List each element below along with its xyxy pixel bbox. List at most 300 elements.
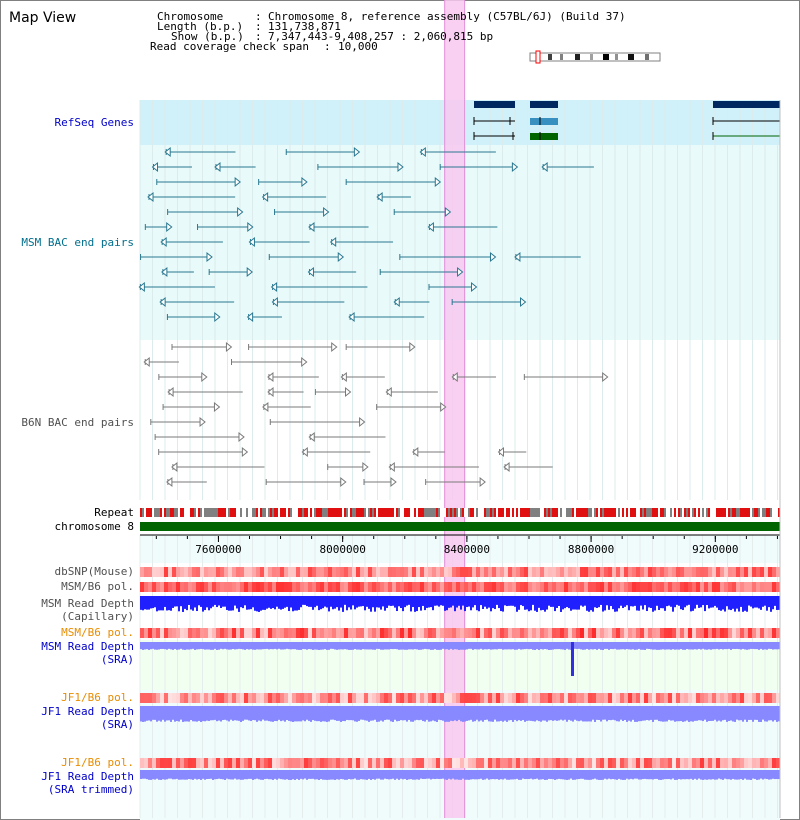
jf1-trim-depth-bar xyxy=(720,770,722,779)
jf1-pol-heat-cell xyxy=(460,693,464,703)
jf1-trim-depth-bar xyxy=(274,770,276,779)
dbsnp-heat-cell xyxy=(212,567,216,577)
msm-cap-depth-bar xyxy=(360,596,362,606)
track-label-msm-b6-pol-2[interactable]: MSM/B6 pol. xyxy=(61,626,134,639)
msm-sra-depth-bar xyxy=(526,642,528,649)
arrow-right-icon[interactable] xyxy=(214,403,219,411)
jf1-sra-depth-bar xyxy=(188,706,190,722)
jf1-sra-depth-bar xyxy=(144,706,146,722)
msm-pol-heat-cell xyxy=(444,582,448,592)
jf1-pol-heat-cell xyxy=(368,693,372,703)
jf1-pol2-heat-cell xyxy=(676,758,680,768)
jf1-trim-depth-bar xyxy=(412,770,414,780)
repeat-feature xyxy=(418,508,420,517)
msm-cap-depth-bar xyxy=(190,596,192,609)
msm-pol-heat-cell xyxy=(248,582,252,592)
repeat-feature xyxy=(548,508,550,517)
jf1-trim-depth-bar xyxy=(546,770,548,780)
msm-cap-depth-bar xyxy=(554,596,556,611)
msm-pol-heat-cell xyxy=(140,582,144,592)
dbsnp-heat-cell xyxy=(444,567,448,577)
repeat-feature xyxy=(772,508,774,517)
msm-cap-depth-bar xyxy=(438,596,440,607)
jf1-pol2-heat-cell xyxy=(524,758,528,768)
dbsnp-heat-cell xyxy=(328,567,332,577)
jf1-sra-depth-bar xyxy=(496,706,498,722)
jf1-pol2-heat-cell xyxy=(548,758,552,768)
jf1-trim-depth-bar xyxy=(444,770,446,780)
jf1-pol-heat-cell xyxy=(744,693,748,703)
repeat-feature xyxy=(476,508,478,517)
jf1-pol-heat-cell xyxy=(576,693,580,703)
dbsnp-heat-cell xyxy=(632,567,636,577)
msm-sra-depth-bar xyxy=(680,642,682,649)
repeat-feature xyxy=(654,508,656,517)
msm-sra-depth-bar xyxy=(408,642,410,649)
msm-sra-depth-bar xyxy=(254,642,256,650)
gene-feature[interactable] xyxy=(474,101,515,108)
track-label-refseq[interactable]: RefSeq Genes xyxy=(54,116,134,129)
msm-sra-depth-bar xyxy=(622,642,624,649)
repeat-feature xyxy=(436,508,438,517)
jf1-trim-depth-bar xyxy=(226,770,228,779)
repeat-feature xyxy=(274,508,276,517)
jf1-pol-heat-cell xyxy=(272,693,276,703)
dbsnp-heat-cell xyxy=(240,567,244,577)
dbsnp-heat-cell xyxy=(668,567,672,577)
jf1-pol2-heat-cell xyxy=(580,758,584,768)
jf1-sra-depth-bar xyxy=(364,706,366,720)
jf1-pol-heat-cell xyxy=(420,693,424,703)
jf1-trim-depth-bar xyxy=(652,770,654,780)
repeat-feature xyxy=(484,508,486,517)
repeat-feature xyxy=(718,508,720,517)
jf1-sra-depth-bar xyxy=(526,706,528,721)
msm-pol2-heat-cell xyxy=(368,628,372,638)
jf1-pol2-heat-cell xyxy=(648,758,652,768)
arrow-right-icon[interactable] xyxy=(332,343,337,351)
msm-pol-heat-cell xyxy=(208,582,212,592)
repeat-feature xyxy=(668,508,670,517)
arrow-right-icon[interactable] xyxy=(226,343,231,351)
track-label-dbsnp[interactable]: dbSNP(Mouse) xyxy=(54,565,134,578)
jf1-sra-depth-bar xyxy=(328,706,330,721)
msm-sra-depth-bar xyxy=(154,642,156,650)
jf1-trim-depth-bar xyxy=(708,770,710,779)
repeat-feature xyxy=(272,508,274,517)
repeat-feature xyxy=(244,508,246,517)
msm-sra-depth-bar xyxy=(516,642,518,650)
dbsnp-heat-cell xyxy=(460,567,464,577)
ideogram-band xyxy=(575,54,580,60)
jf1-pol2-heat-cell xyxy=(632,758,636,768)
msm-cap-depth-bar xyxy=(508,596,510,606)
dbsnp-heat-cell xyxy=(704,567,708,577)
msm-sra-depth-bar xyxy=(214,642,216,649)
msm-sra-depth-bar xyxy=(338,642,340,649)
jf1-pol2-heat-cell xyxy=(528,758,532,768)
repeat-feature xyxy=(424,508,426,517)
jf1-pol-heat-cell xyxy=(440,693,444,703)
arrow-right-icon[interactable] xyxy=(480,478,485,486)
jf1-trim-depth-bar xyxy=(474,770,476,779)
msm-sra-depth-bar xyxy=(370,642,372,649)
track-label-b6n-bac[interactable]: B6N BAC end pairs xyxy=(21,416,134,429)
jf1-pol2-heat-cell xyxy=(460,758,464,768)
msm-pol2-heat-cell xyxy=(400,628,404,638)
dbsnp-heat-cell xyxy=(764,567,768,577)
msm-sra-depth-bar xyxy=(552,642,554,650)
jf1-trim-depth-bar xyxy=(538,770,540,780)
repeat-feature xyxy=(224,508,226,517)
jf1-trim-depth-bar xyxy=(772,770,774,779)
msm-sra-depth-bar xyxy=(742,642,744,649)
jf1-sra-depth-bar xyxy=(438,706,440,720)
repeat-feature xyxy=(190,508,192,517)
msm-pol2-heat-cell xyxy=(484,628,488,638)
msm-cap-depth-bar xyxy=(558,596,560,606)
msm-sra-depth-bar xyxy=(534,642,536,650)
msm-pol2-heat-cell xyxy=(744,628,748,638)
msm-cap-depth-bar xyxy=(446,596,448,610)
repeat-feature xyxy=(510,508,512,517)
info-span-sep: : xyxy=(324,40,331,53)
msm-pol2-heat-cell xyxy=(228,628,232,638)
jf1-pol-heat-cell xyxy=(212,693,216,703)
msm-sra-depth-bar xyxy=(294,642,296,649)
jf1-trim-depth-bar xyxy=(576,770,578,779)
msm-pol-heat-cell xyxy=(228,582,232,592)
msm-sra-depth-bar xyxy=(672,642,674,649)
msm-cap-depth-bar xyxy=(660,596,662,608)
repeat-feature xyxy=(722,508,724,517)
dbsnp-heat-cell xyxy=(360,567,364,577)
jf1-sra-depth-bar xyxy=(282,706,284,721)
jf1-trim-depth-bar xyxy=(584,770,586,780)
arrow-right-icon[interactable] xyxy=(410,343,415,351)
repeat-feature xyxy=(334,508,336,517)
jf1-pol-heat-cell xyxy=(248,693,252,703)
msm-sra-depth-bar xyxy=(670,642,672,650)
jf1-sra-depth-bar xyxy=(504,706,506,721)
msm-pol2-heat-cell xyxy=(148,628,152,638)
jf1-trim-depth-bar xyxy=(488,770,490,780)
jf1-trim-depth-bar xyxy=(704,770,706,779)
dbsnp-heat-cell xyxy=(616,567,620,577)
track-label-repeat[interactable]: Repeat xyxy=(94,506,134,519)
msm-pol-heat-cell xyxy=(532,582,536,592)
repeat-feature xyxy=(338,508,340,517)
msm-pol2-heat-cell xyxy=(548,628,552,638)
msm-cap-depth-bar xyxy=(410,596,412,611)
jf1-trim-depth-bar xyxy=(758,770,760,780)
msm-sra-depth-bar xyxy=(666,642,668,649)
jf1-sra-depth-bar xyxy=(422,706,424,721)
jf1-trim-depth-bar xyxy=(754,770,756,779)
msm-pol-heat-cell xyxy=(312,582,316,592)
jf1-sra-depth-bar xyxy=(392,706,394,722)
msm-sra-depth-bar xyxy=(328,642,330,650)
msm-sra-depth-bar xyxy=(284,642,286,649)
jf1-sra-depth-bar xyxy=(586,706,588,721)
jf1-pol2-heat-cell xyxy=(468,758,472,768)
msm-sra-depth-bar xyxy=(664,642,666,650)
repeat-feature xyxy=(596,508,598,517)
repeat-feature xyxy=(240,508,242,517)
axis-tick-label: 8400000 xyxy=(443,543,491,556)
msm-pol2-heat-cell xyxy=(756,628,760,638)
repeat-feature xyxy=(276,508,278,517)
jf1-sra-depth-bar xyxy=(708,706,710,721)
msm-cap-depth-bar xyxy=(710,596,712,608)
msm-sra-depth-bar xyxy=(704,642,706,650)
info-span-key: Read coverage check span xyxy=(150,40,309,53)
repeat-feature xyxy=(222,508,224,517)
jf1-pol-heat-cell xyxy=(380,693,384,703)
msm-pol-heat-cell xyxy=(460,582,464,592)
msm-cap-depth-bar xyxy=(324,596,326,607)
jf1-pol-heat-cell xyxy=(340,693,344,703)
jf1-sra-depth-bar xyxy=(168,706,170,720)
repeat-feature xyxy=(362,508,364,517)
track-label-msm-b6-pol-1[interactable]: MSM/B6 pol. xyxy=(61,580,134,593)
msm-pol2-heat-cell xyxy=(524,628,528,638)
msm-cap-depth-bar xyxy=(630,596,632,606)
msm-cap-depth-bar xyxy=(556,596,558,608)
msm-sra-depth-bar xyxy=(256,642,258,649)
msm-cap-depth-bar xyxy=(312,596,314,610)
track-label-jf1-depth-sra[interactable]: JF1 Read Depth xyxy=(41,705,134,718)
jf1-sra-depth-bar xyxy=(166,706,168,720)
arrow-right-icon[interactable] xyxy=(346,388,351,396)
msm-pol-heat-cell xyxy=(216,582,220,592)
repeat-feature xyxy=(376,508,378,517)
msm-pol-heat-cell xyxy=(452,582,456,592)
msm-sra-depth-bar xyxy=(696,642,698,650)
repeat-feature xyxy=(560,508,562,517)
msm-pol2-heat-cell xyxy=(156,628,160,638)
msm-sra-depth-bar xyxy=(222,642,224,649)
track-label-msm-bac[interactable]: MSM BAC end pairs xyxy=(21,236,134,249)
msm-cap-depth-bar xyxy=(498,596,500,608)
jf1-sra-depth-bar xyxy=(582,706,584,721)
jf1-sra-depth-bar xyxy=(446,706,448,722)
jf1-pol2-heat-cell xyxy=(172,758,176,768)
msm-sra-depth-bar xyxy=(350,642,352,650)
msm-sra-depth-bar xyxy=(440,642,442,650)
msm-sra-depth-bar xyxy=(752,642,754,649)
msm-pol-heat-cell xyxy=(684,582,688,592)
msm-pol2-heat-cell xyxy=(504,628,508,638)
msm-sra-depth-bar xyxy=(550,642,552,650)
repeat-feature xyxy=(578,508,580,517)
info-length-key: Length (b.p.) xyxy=(157,20,244,33)
arrow-right-icon[interactable] xyxy=(202,373,207,381)
gene-feature[interactable] xyxy=(530,133,558,140)
gene-feature[interactable] xyxy=(530,118,558,125)
jf1-sra-depth-bar xyxy=(290,706,292,721)
jf1-trim-depth-bar xyxy=(156,770,158,779)
msm-cap-depth-bar xyxy=(222,596,224,607)
msm-pol-heat-cell xyxy=(264,582,268,592)
jf1-sra-depth-bar xyxy=(232,706,234,721)
msm-sra-depth-bar xyxy=(356,642,358,650)
repeat-feature xyxy=(656,508,658,517)
dbsnp-heat-cell xyxy=(224,567,228,577)
jf1-trim-depth-bar xyxy=(684,770,686,779)
msm-pol2-heat-cell xyxy=(632,628,636,638)
jf1-pol-heat-cell xyxy=(556,693,560,703)
jf1-pol2-heat-cell xyxy=(292,758,296,768)
jf1-trim-depth-bar xyxy=(686,770,688,779)
repeat-feature xyxy=(330,508,332,517)
jf1-sra-depth-bar xyxy=(204,706,206,721)
msm-pol2-heat-cell xyxy=(748,628,752,638)
track-label-jf1-depth-sra-sub: (SRA) xyxy=(100,718,134,731)
jf1-sra-depth-bar xyxy=(246,706,248,720)
chromosome-bar[interactable] xyxy=(140,522,780,531)
msm-pol2-heat-cell xyxy=(376,628,380,638)
jf1-pol-heat-cell xyxy=(664,693,668,703)
msm-cap-depth-bar xyxy=(578,596,580,610)
msm-pol2-heat-cell xyxy=(776,628,780,638)
jf1-sra-depth-bar xyxy=(510,706,512,720)
dbsnp-heat-cell xyxy=(448,567,452,577)
jf1-sra-depth-bar xyxy=(486,706,488,720)
msm-pol2-heat-cell xyxy=(396,628,400,638)
dbsnp-heat-cell xyxy=(208,567,212,577)
jf1-sra-depth-bar xyxy=(560,706,562,720)
msm-sra-depth-bar xyxy=(384,642,386,649)
jf1-pol-heat-cell xyxy=(228,693,232,703)
jf1-trim-depth-bar xyxy=(534,770,536,779)
gene-feature[interactable] xyxy=(713,101,780,108)
msm-pol2-heat-cell xyxy=(652,628,656,638)
msm-pol2-heat-cell xyxy=(460,628,464,638)
repeat-feature xyxy=(282,508,284,517)
jf1-sra-depth-bar xyxy=(240,706,242,722)
msm-sra-depth-bar xyxy=(488,642,490,649)
msm-cap-depth-bar xyxy=(572,596,574,610)
jf1-sra-depth-bar xyxy=(572,706,574,722)
jf1-trim-depth-bar xyxy=(618,770,620,779)
arrow-right-icon[interactable] xyxy=(391,478,396,486)
jf1-sra-depth-bar xyxy=(552,706,554,721)
jf1-pol-heat-cell xyxy=(312,693,316,703)
msm-sra-depth-bar xyxy=(318,642,320,650)
jf1-sra-depth-bar xyxy=(376,706,378,722)
jf1-pol2-heat-cell xyxy=(384,758,388,768)
jf1-pol2-heat-cell xyxy=(620,758,624,768)
repeat-feature xyxy=(264,508,266,517)
jf1-sra-depth-bar xyxy=(628,706,630,721)
track-label-jf1-depth-trim[interactable]: JF1 Read Depth xyxy=(41,770,134,783)
jf1-trim-depth-bar xyxy=(590,770,592,780)
jf1-pol-heat-cell xyxy=(616,693,620,703)
repeat-feature xyxy=(638,508,640,517)
dbsnp-heat-cell xyxy=(576,567,580,577)
repeat-feature xyxy=(182,508,184,517)
msm-cap-depth-bar xyxy=(510,596,512,606)
gene-feature[interactable] xyxy=(530,101,558,108)
arrow-right-icon[interactable] xyxy=(603,373,608,381)
arrow-right-icon[interactable] xyxy=(239,433,244,441)
msm-sra-depth-bar xyxy=(510,642,512,649)
msm-pol2-heat-cell xyxy=(676,628,680,638)
jf1-sra-depth-bar xyxy=(380,706,382,721)
repeat-feature xyxy=(250,508,252,517)
jf1-pol2-heat-cell xyxy=(400,758,404,768)
msm-cap-depth-bar xyxy=(758,596,760,608)
jf1-trim-depth-bar xyxy=(464,770,466,780)
info-chromosome-sep: : xyxy=(255,10,262,23)
jf1-sra-depth-bar xyxy=(368,706,370,722)
jf1-trim-depth-bar xyxy=(468,770,470,780)
arrow-right-icon[interactable] xyxy=(360,418,365,426)
jf1-pol2-heat-cell xyxy=(744,758,748,768)
jf1-trim-depth-bar xyxy=(748,770,750,780)
jf1-pol2-heat-cell xyxy=(148,758,152,768)
arrow-right-icon[interactable] xyxy=(302,358,307,366)
dbsnp-heat-cell xyxy=(496,567,500,577)
ideogram-band xyxy=(548,54,552,60)
msm-sra-depth-bar xyxy=(624,642,626,650)
jf1-trim-depth-bar xyxy=(170,770,172,779)
track-label-msm-depth-sra[interactable]: MSM Read Depth xyxy=(41,640,134,653)
repeat-feature xyxy=(294,508,296,517)
jf1-trim-depth-bar xyxy=(394,770,396,780)
jf1-sra-depth-bar xyxy=(498,706,500,721)
jf1-sra-depth-bar xyxy=(378,706,380,722)
dbsnp-heat-cell xyxy=(596,567,600,577)
track-label-jf1-b6-pol-2[interactable]: JF1/B6 pol. xyxy=(61,756,134,769)
dbsnp-heat-cell xyxy=(672,567,676,577)
track-label-msm-depth-cap[interactable]: MSM Read Depth xyxy=(41,597,134,610)
jf1-pol-heat-cell xyxy=(252,693,256,703)
dbsnp-heat-cell xyxy=(592,567,596,577)
msm-cap-depth-bar xyxy=(238,596,240,612)
jf1-sra-depth-bar xyxy=(362,706,364,720)
jf1-sra-depth-bar xyxy=(770,706,772,720)
msm-pol2-heat-cell xyxy=(144,628,148,638)
msm-pol2-heat-cell xyxy=(724,628,728,638)
msm-sra-depth-bar xyxy=(630,642,632,650)
msm-pol-heat-cell xyxy=(572,582,576,592)
jf1-pol-heat-cell xyxy=(180,693,184,703)
repeat-feature xyxy=(422,508,424,517)
msm-sra-depth-bar xyxy=(188,642,190,650)
jf1-trim-depth-bar xyxy=(418,770,420,780)
repeat-feature xyxy=(340,508,342,517)
track-label-jf1-b6-pol-1[interactable]: JF1/B6 pol. xyxy=(61,691,134,704)
jf1-sra-depth-bar xyxy=(198,706,200,721)
msm-cap-depth-bar xyxy=(504,596,506,605)
repeat-feature xyxy=(150,508,152,517)
msm-cap-depth-bar xyxy=(514,596,516,607)
msm-pol2-heat-cell xyxy=(212,628,216,638)
jf1-trim-depth-bar xyxy=(540,770,542,779)
msm-cap-depth-bar xyxy=(716,596,718,608)
arrow-right-icon[interactable] xyxy=(242,448,247,456)
msm-pol-heat-cell xyxy=(568,582,572,592)
msm-pol-heat-cell xyxy=(332,582,336,592)
jf1-trim-depth-bar xyxy=(192,770,194,780)
msm-sra-depth-bar xyxy=(518,642,520,649)
jf1-pol-heat-cell xyxy=(564,693,568,703)
jf1-pol2-heat-cell xyxy=(520,758,524,768)
arrow-right-icon[interactable] xyxy=(341,478,346,486)
dbsnp-heat-cell xyxy=(676,567,680,577)
